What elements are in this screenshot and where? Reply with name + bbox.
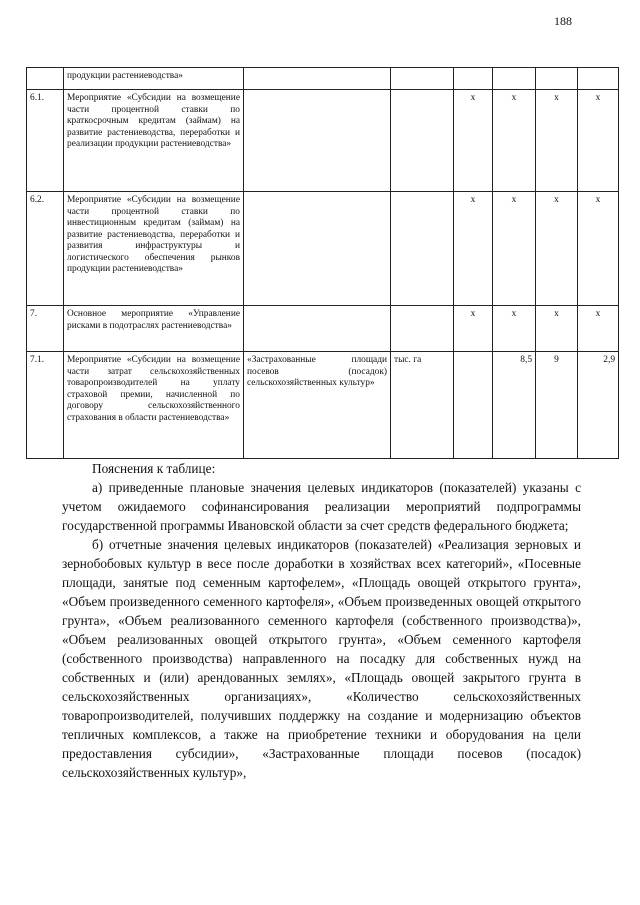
indicator-cell — [244, 306, 391, 352]
unit-cell — [391, 90, 454, 192]
event-cell: продукции растениеводства» — [64, 68, 244, 90]
note-paragraph-a: а) приведенные плановые значения целевых индикаторов (показателей) указаны с учетом ожидаемого софинансирования реализации мероприятий подпрограммы государственной программы Ивановской области за счет средств федерального бюджета; — [62, 480, 581, 533]
event-cell: Мероприятие «Субсидии на возмещение части затрат сельскохозяйственных товаропроизводителей на уплату страховой премии, начисленной по договору сельскохозяйственного страхования в области растениеводства» — [64, 352, 244, 459]
value-cell: 8,5 — [493, 352, 536, 459]
unit-cell: тыс. га — [391, 352, 454, 459]
row-number: 7.1. — [27, 352, 64, 459]
value-cell: х — [536, 192, 578, 306]
unit-cell — [391, 306, 454, 352]
table-row — [27, 68, 619, 90]
value-cell — [493, 68, 536, 90]
event-cell: Мероприятие «Субсидии на возмещение части процентной ставки по краткосрочным кредитам (займам) на развитие растениеводства, переработки и реализации продукции растениеводства» — [64, 90, 244, 192]
value-cell: х — [493, 306, 536, 352]
value-cell — [578, 68, 619, 90]
row-number: 7. — [27, 306, 64, 352]
row-number — [27, 68, 64, 90]
indicator-cell: «Застрахованные площади посевов (посадок) сельскохозяйственных культур» — [244, 352, 391, 459]
unit-cell — [391, 192, 454, 306]
value-cell: х — [578, 192, 619, 306]
value-cell — [454, 352, 493, 459]
indicator-cell — [244, 90, 391, 192]
indicator-table — [26, 67, 619, 459]
table-notes — [62, 459, 581, 782]
notes-title: Пояснения к таблице: — [92, 461, 216, 476]
value-cell: х — [536, 306, 578, 352]
row-number: 6.2. — [27, 192, 64, 306]
unit-cell — [391, 68, 454, 90]
table-row — [27, 192, 619, 306]
table-row — [27, 352, 619, 459]
value-cell: х — [454, 90, 493, 192]
event-cell: Мероприятие «Субсидии на возмещение части процентной ставки по инвестиционным кредитам (займам) на развитие растениеводства, переработки и развития инфраструктуры и логистического обеспечения рынков продукции растениеводства» — [64, 192, 244, 306]
indicator-cell — [244, 68, 391, 90]
value-cell: х — [493, 192, 536, 306]
value-cell: 2,9 — [578, 352, 619, 459]
table-row — [27, 90, 619, 192]
value-cell: 9 — [536, 352, 578, 459]
value-cell: х — [493, 90, 536, 192]
event-cell: Основное мероприятие «Управление рисками в подотраслях растениеводства» — [64, 306, 244, 352]
table-row — [27, 306, 619, 352]
value-cell — [454, 68, 493, 90]
value-cell — [536, 68, 578, 90]
value-cell: х — [578, 306, 619, 352]
note-paragraph-b: б) отчетные значения целевых индикаторов (показателей) «Реализация зерновых и зернобобовых культур в весе после доработки в хозяйствах всех категорий», «Посевные площади, занятые под семенным картофелем», «Площадь овощей открытого грунта», «Объем произведенного семенного картофеля», «Объем произведенных овощей открытого грунта», «Объем реализованного семенного картофеля (собственного производства)», «Объем реализованных овощей открытого грунта», «Объем семенного картофеля (собственного производства) направленного на посадку для собственных нужд на собственных и (или) арендованных землях», «Площадь овощей закрытого грунта в сельскохозяйственных организациях», «Количество сельскохозяйственных товаропроизводителей, получивших поддержку на создание и модернизацию объектов тепличных комплексов, а также на приобретение техники и оборудования на цели предоставления субсидии», «Застрахованные площади посевов (посадок) сельскохозяйственных культур», — [62, 537, 581, 780]
value-cell: х — [578, 90, 619, 192]
row-number: 6.1. — [27, 90, 64, 192]
value-cell: х — [454, 306, 493, 352]
indicator-cell — [244, 192, 391, 306]
page-number: 188 — [554, 14, 572, 28]
value-cell: х — [454, 192, 493, 306]
value-cell: х — [536, 90, 578, 192]
